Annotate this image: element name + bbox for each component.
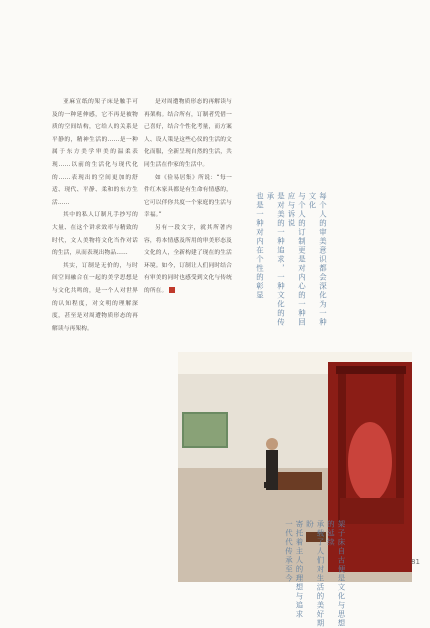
pull-quote-line: 也是一种对内在个性的彰显 [255,192,265,300]
pull-quote-bottom [283,520,346,628]
paragraph: 如《俭易居集》所说：“每一件红木家具都是有生命有情感的，它可以伴你共度一个家庭的生活与幸福。” [144,174,232,219]
paragraph [144,222,232,298]
pull-quote-line: 是对美的一种追求，一种文化的传承 [266,192,286,327]
pull-quote-line: 与个人的订制更是对内心的一种回应与诉说 [287,192,307,327]
pull-quote-line: 寄托着主人的理想与追求 [295,520,304,619]
paragraph: 其实，订制是无价的，与时间空间融合在一起的美学思想是与文化共鸣的，是一个人对世界的认知程度，对文明的理解深度，甚至是对周遭物质形态的再解读与再架构。 [52,262,138,332]
paragraph-text: 另有一段文字，就其所著内容，将本情感及所用的审美形态及文化的人，全新构建了现在的生活环境。如今，订制让人们同时结合有审美的同时也感受到文化与传统的所在。 [144,224,232,294]
text-column-left [52,96,138,335]
pull-quote-line: 承载了人们对生活的美好期盼 [305,520,325,628]
pull-quote-top [254,192,328,332]
paragraph: 是对周遭物质形态的再解读与再架构。结合所有，订制者凭借一己喜好，结合个性化考量，而方案人、设人策是这些心仪的生活的文化而服，全新呈现自然的生活，共同生活在作家的生活中。 [144,99,232,168]
pull-quote-line: 每个人的审美意识都会深化为一种文化 [308,192,328,327]
paragraph: 其中的私人订制凡手抄写的大量、在这个讲求效率与精致的时代，文人美物将文化当作对话的生活，从而表现出物品…… [52,212,138,257]
page-number: 81 [411,558,420,566]
text-column-middle [144,96,232,298]
pull-quote-line: 一代代传承至今 [284,520,294,583]
paragraph: 亚麻宣纸的架子床是触手可及的一种延伸感，它不再是被物质的空间结构，它给人的关系是平静的，精神生活的……是一种属于东方美学审美的温柔表现……以前的生活化与现代化的……表现出的空间更加的舒适、现代、平静、柔和的东方生活…… [52,99,138,206]
end-mark-icon [169,287,175,293]
pull-quote-line: 架子床自古便是文化与思想的延续 [326,520,346,628]
